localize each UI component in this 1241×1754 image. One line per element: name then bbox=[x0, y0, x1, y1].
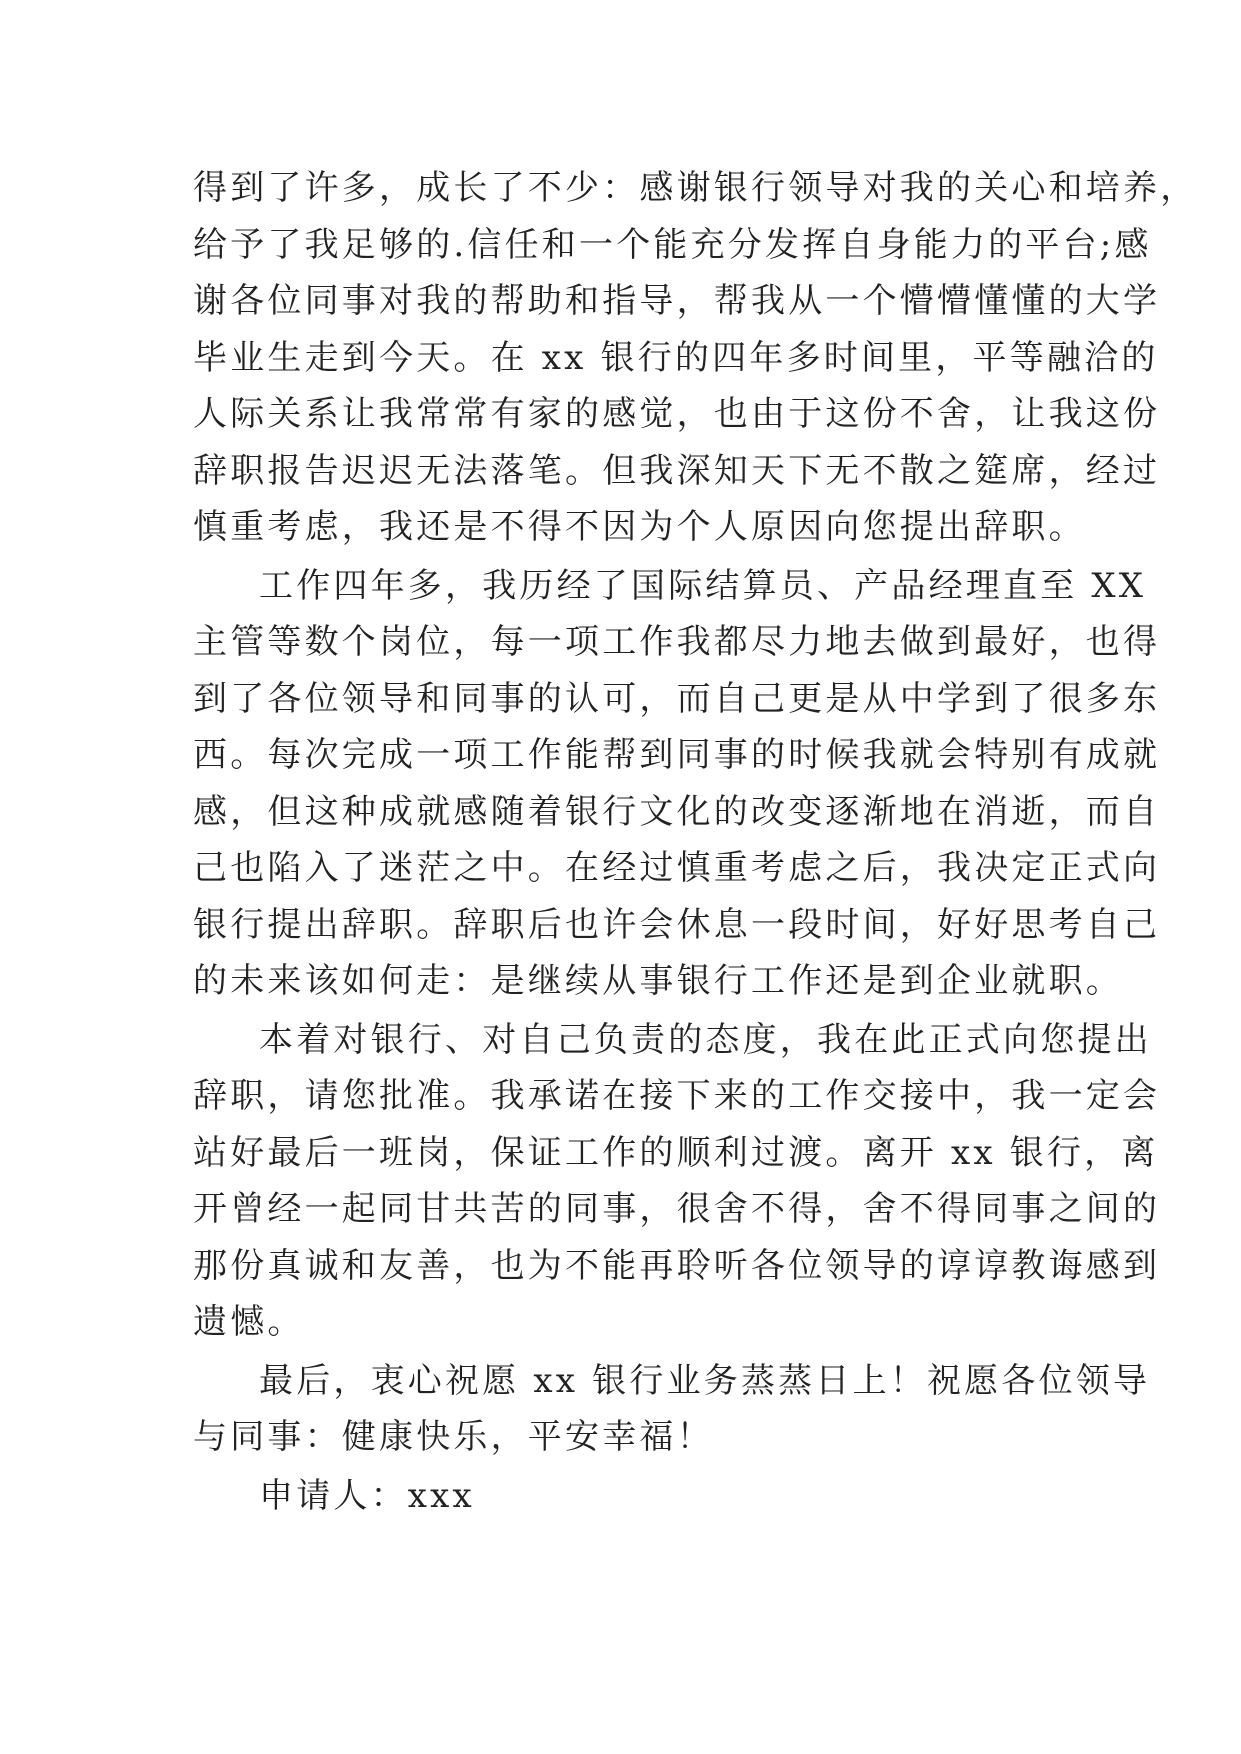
text-line: 人际关系让我常常有家的感觉，也由于这份不舍，让我这份 bbox=[193, 394, 1161, 434]
paragraph-4 bbox=[193, 1353, 1151, 1466]
text-line: 最后，衷心祝愿 xx 银行业务蒸蒸日上！祝愿各位领导 bbox=[259, 1360, 1151, 1401]
text-line: 毕业生走到今天。在 xx 银行的四年多时间里，平等融洽的 bbox=[193, 337, 1159, 378]
text-line: 工作四年多，我历经了国际结算员、产品经理直至 XX bbox=[259, 565, 1147, 606]
text-line: 那份真诚和友善，也为不能再聆听各位领导的谆谆教诲感到 bbox=[193, 1245, 1161, 1286]
text-line: 西。每次完成一项工作能帮到同事的时候我就会特别有成就 bbox=[193, 735, 1161, 775]
text-line: 开曾经一起同甘共苦的同事，很舍不得，舍不得同事之间的 bbox=[193, 1189, 1161, 1229]
text-line: 站好最后一班岗，保证工作的顺利过渡。离开 xx 银行，离 bbox=[193, 1132, 1159, 1173]
text-line: 得到了许多，成长了不少：感谢银行领导对我的关心和培养， bbox=[193, 168, 1198, 208]
letter-body bbox=[193, 160, 1198, 1524]
paragraph-3 bbox=[193, 1012, 1161, 1351]
text-line: 谢各位同事对我的帮助和指导，帮我从一个懵懵懂懂的大学 bbox=[193, 281, 1161, 321]
text-line: 慎重考虑，我还是不得不因为个人原因向您提出辞职。 bbox=[193, 507, 1086, 547]
applicant-label: 申请人：xxx bbox=[259, 1475, 475, 1516]
text-line: 银行提出辞职。辞职后也许会休息一段时间，好好思考自己 bbox=[193, 904, 1161, 945]
paragraph-1 bbox=[193, 160, 1198, 556]
signature-line bbox=[193, 1468, 1053, 1525]
paragraph-2 bbox=[193, 558, 1161, 1010]
text-line: 遗憾。 bbox=[193, 1302, 305, 1342]
text-line: 辞职报告迟迟无法落笔。但我深知天下无不散之筵席，经过 bbox=[193, 450, 1161, 491]
text-line: 感，但这种成就感随着银行文化的改变逐渐地在消逝，而自 bbox=[193, 791, 1161, 832]
text-line: 己也陷入了迷茫之中。在经过慎重考虑之后，我决定正式向 bbox=[193, 848, 1161, 888]
text-line: 的未来该如何走：是继续从事银行工作还是到企业就职。 bbox=[193, 961, 1123, 1001]
text-line: 主管等数个岗位，每一项工作我都尽力地去做到最好，也得 bbox=[193, 622, 1161, 662]
text-line: 与同事：健康快乐，平安幸福！ bbox=[193, 1417, 714, 1457]
text-line: 给予了我足够的.信任和一个能充分发挥自身能力的平台;感 bbox=[193, 224, 1152, 265]
text-line: 到了各位领导和同事的认可，而自己更是从中学到了很多东 bbox=[193, 678, 1161, 719]
text-line: 本着对银行、对自己负责的态度，我在此正式向您提出 bbox=[259, 1019, 1152, 1060]
text-line: 辞职，请您批准。我承诺在接下来的工作交接中，我一定会 bbox=[193, 1076, 1161, 1116]
